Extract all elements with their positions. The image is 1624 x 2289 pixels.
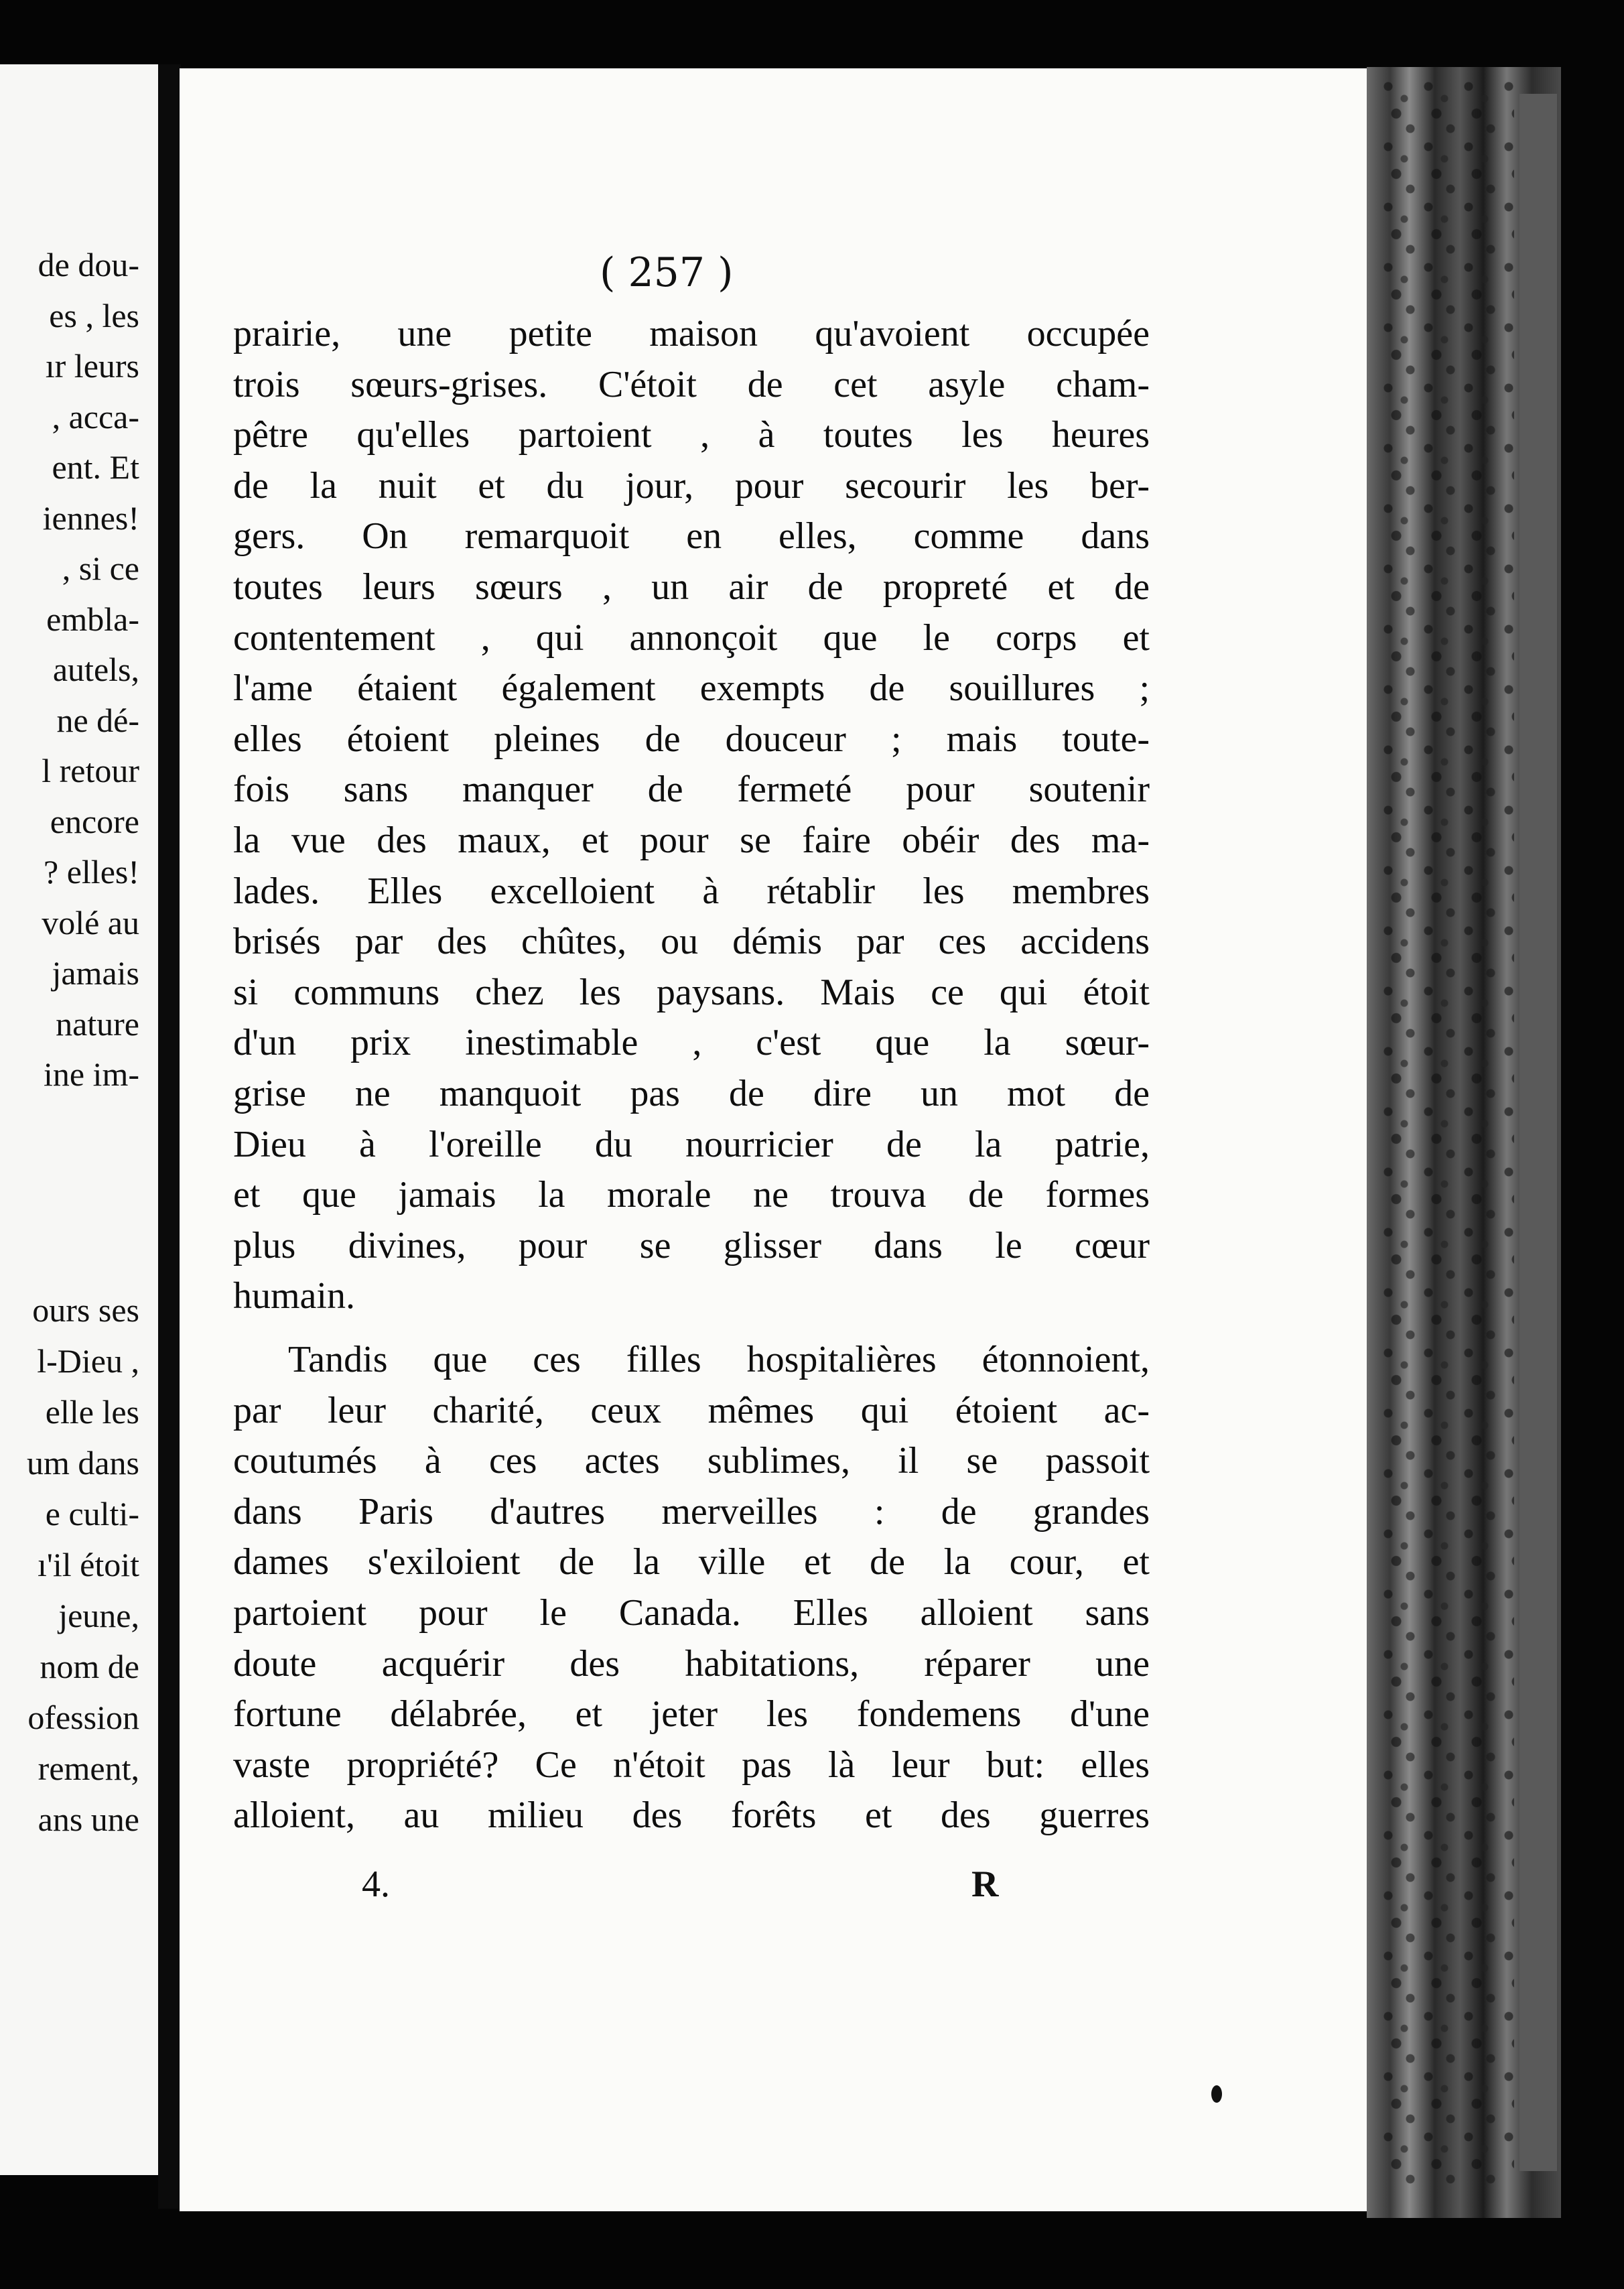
text-line: d'un prix inestimable , c'est que la sœur- xyxy=(233,1022,1150,1064)
left-page-line: autels, xyxy=(52,651,139,688)
left-page-line: l-Dieu , xyxy=(37,1342,139,1380)
left-page-line: ours ses xyxy=(32,1291,139,1329)
text-line: brisés par des chûtes, ou démis par ces accidens xyxy=(233,921,1150,963)
text-line: trois sœurs-grises. C'étoit de cet asyle cham- xyxy=(233,363,1150,405)
text-line: pêtre qu'elles partoient , à toutes les heures xyxy=(233,414,1150,456)
text-line: grise ne manquoit pas de dire un mot de xyxy=(233,1073,1150,1114)
left-page-line: , acca- xyxy=(52,397,139,436)
text-line: humain. xyxy=(233,1275,355,1317)
text-line: coutumés à ces actes sublimes, il se passoit xyxy=(233,1440,1150,1482)
left-page-line: elle les xyxy=(45,1393,139,1431)
text-line: dames s'exiloient de la ville et de la cour, et xyxy=(233,1541,1150,1583)
left-page-line: nom de xyxy=(40,1648,139,1685)
left-facing-page xyxy=(0,64,162,2175)
left-page-line: embla- xyxy=(46,600,139,638)
text-line: prairie, une petite maison qu'avoient occupée xyxy=(233,313,1150,354)
book-gutter xyxy=(158,64,181,2209)
text-line: toutes leurs sœurs , un air de propreté et de xyxy=(233,566,1150,608)
left-page-line: , si ce xyxy=(62,549,139,587)
left-page-line: ent. Et xyxy=(52,448,139,486)
text-line: dans Paris d'autres merveilles : de grandes xyxy=(233,1490,1150,1532)
text-line: fois sans manquer de fermeté pour soutenir xyxy=(233,769,1150,811)
text-line: alloient, au milieu des forêts et des guerres xyxy=(233,1794,1150,1837)
left-page-line: ne dé- xyxy=(56,701,139,739)
text-line: l'ame étaient également exempts de souillures ; xyxy=(233,667,1150,710)
page-number: ( 257 ) xyxy=(600,249,734,296)
text-line: partoient pour le Canada. Elles alloient sans xyxy=(233,1592,1150,1634)
right-page-sliver xyxy=(1519,94,1557,2171)
left-page-line: ofession xyxy=(27,1699,139,1736)
text-line: gers. On remarquoit en elles, comme dans xyxy=(233,515,1150,558)
left-page-line: ans une xyxy=(38,1801,139,1838)
left-page-line: um dans xyxy=(26,1444,139,1482)
left-page-line: rement, xyxy=(38,1750,139,1787)
text-line: et que jamais la morale ne trouva de formes xyxy=(233,1174,1150,1216)
text-line: doute acquérir des habitations, réparer une xyxy=(233,1642,1150,1685)
page-edge-texture xyxy=(1380,80,1514,2191)
text-line: Tandis que ces filles hospitalières étonnoient, xyxy=(288,1339,1150,1380)
left-page-line: nature xyxy=(56,1004,139,1043)
catchword: R xyxy=(971,1863,999,1905)
text-line: plus divines, pour se glisser dans le cœur xyxy=(233,1224,1150,1266)
left-page-line: e culti- xyxy=(45,1495,139,1532)
text-line: si communs chez les paysans. Mais ce qui étoit xyxy=(233,971,1150,1013)
left-page-line: ır leurs xyxy=(45,347,139,385)
left-page-line: ine im- xyxy=(43,1055,139,1093)
text-line: elles étoient pleines de douceur ; mais toute- xyxy=(233,718,1150,760)
left-page-line: l retour xyxy=(42,752,139,789)
text-line: la vue des maux, et pour se faire obéir des ma- xyxy=(233,820,1150,861)
left-page-line: iennes! xyxy=(42,499,139,537)
text-line: fortune délabrée, et jeter les fondemens d'une xyxy=(233,1693,1150,1736)
text-line: lades. Elles excelloient à rétablir les membres xyxy=(233,870,1150,912)
left-page-line: encore xyxy=(50,802,139,840)
text-line: contentement , qui annonçoit que le corps et xyxy=(233,616,1150,659)
text-line: vaste propriété? Ce n'étoit pas là leur but: elles xyxy=(233,1744,1150,1786)
signature-mark: 4. xyxy=(362,1863,390,1905)
text-line: de la nuit et du jour, pour secourir les ber- xyxy=(233,464,1150,507)
text-line: par leur charité, ceux mêmes qui étoient ac- xyxy=(233,1389,1150,1431)
left-page-line: de dou- xyxy=(38,246,139,283)
left-page-line: volé au xyxy=(42,903,139,941)
left-page-line: jamais xyxy=(52,954,139,992)
left-page-line: ı'il étoit xyxy=(37,1546,139,1583)
right-border xyxy=(1561,0,1624,2289)
left-page-line: ? elles! xyxy=(44,853,139,891)
left-page-line: jeune, xyxy=(58,1597,139,1634)
left-page-line: es , les xyxy=(49,296,139,334)
text-line: Dieu à l'oreille du nourricier de la patrie, xyxy=(233,1123,1150,1165)
ink-spot xyxy=(1211,2085,1222,2103)
